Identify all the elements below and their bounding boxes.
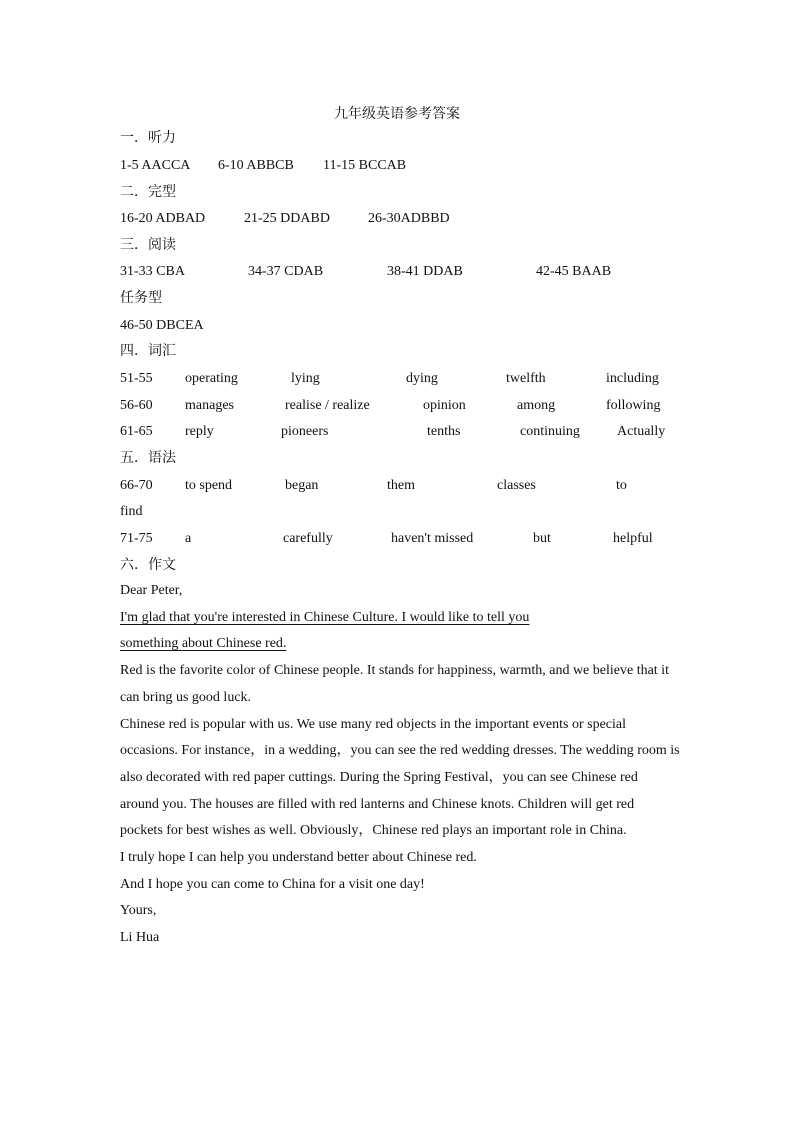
vocab-row-1-word-4: twelfth — [506, 371, 546, 386]
essay-paragraph-3: I truly hope I can help you understand better about Chinese red. — [120, 850, 477, 866]
section-heading-listening: 一．听力 — [120, 131, 176, 146]
vocab-row-1-word-2: lying — [291, 371, 320, 386]
essay-greeting: Dear Peter, — [120, 583, 183, 598]
grammar-row-1-word-4: classes — [497, 478, 536, 493]
essay-intro-line-1: I'm glad that you're interested in Chinese Culture. I would like to tell you — [120, 609, 530, 625]
vocab-row-2-word-5: following — [606, 398, 661, 413]
vocab-row-1-word-1: operating — [185, 371, 238, 386]
vocab-row-2-range: 56-60 — [120, 398, 153, 413]
answer-reading-1: 31-33 CBA — [120, 264, 185, 279]
section-heading-vocabulary: 四．词汇 — [120, 344, 176, 359]
vocab-row-2-word-2: realise / realize — [285, 398, 370, 413]
answer-cloze-3: 26-30ADBBD — [368, 211, 450, 226]
grammar-row-2-range: 71-75 — [120, 531, 153, 546]
essay-intro-line-2: something about Chinese red. — [120, 636, 287, 652]
answer-listening-2: 6-10 ABBCB — [218, 158, 294, 173]
grammar-row-2-word-4: but — [533, 531, 551, 546]
grammar-row-2-word-2: carefully — [283, 531, 333, 546]
answer-listening-1: 1-5 AACCA — [120, 158, 191, 173]
answer-cloze-2: 21-25 DDABD — [244, 211, 330, 226]
grammar-row-1-range: 66-70 — [120, 478, 153, 493]
vocab-row-3-word-3: tenths — [427, 424, 461, 439]
section-heading-cloze: 二．完型 — [120, 185, 176, 200]
answer-reading-3: 38-41 DDAB — [387, 264, 463, 279]
grammar-row-2-word-3: haven't missed — [391, 531, 474, 546]
answer-reading-4: 42-45 BAAB — [536, 264, 612, 279]
vocab-row-1-range: 51-55 — [120, 371, 153, 386]
essay-paragraph-1: Red is the favorite color of Chinese people. It stands for happiness, warmth, and we believe that it can bring us good luck. — [120, 663, 669, 705]
section-heading-task: 任务型 — [120, 291, 162, 306]
answer-listening-3: 11-15 BCCAB — [323, 158, 407, 173]
vocab-row-1-word-5: including — [606, 371, 659, 386]
vocab-row-3-word-2: pioneers — [281, 424, 329, 439]
vocab-row-2-word-3: opinion — [423, 398, 466, 413]
grammar-row-2-word-1: a — [185, 531, 192, 546]
vocab-row-3-word-1: reply — [185, 424, 214, 439]
grammar-row-1-wrap: find — [120, 504, 143, 519]
essay-signature: Li Hua — [120, 930, 160, 946]
grammar-row-1-word-2: began — [285, 478, 319, 493]
essay — [120, 578, 680, 952]
vocab-row-2-word-4: among — [517, 398, 556, 413]
essay-closing: Yours, — [120, 903, 157, 919]
essay-paragraph-4: And I hope you can come to China for a visit one day! — [120, 876, 425, 892]
grammar-row-1-word-1: to spend — [185, 478, 233, 493]
vocab-row-2-word-1: manages — [185, 398, 234, 413]
answer-reading-2: 34-37 CDAB — [248, 264, 324, 279]
grammar-row-1-word-3: them — [387, 478, 415, 493]
section-heading-grammar: 五．语法 — [120, 451, 176, 466]
essay-paragraph-2: Chinese red is popular with us. We use many red objects in the important events or special occasions. For instance，in a wedding，you can see the red wedding dresses. The wedding room is also decorated with red paper cuttings. During the Spring Festival，you can see Chinese red around you. The houses are filled with red lanterns and Chinese knots. Children will get red pockets for best wishes as well. Obviously，Chinese red plays an important role in China. — [120, 716, 680, 839]
answer-task: 46-50 DBCEA — [120, 318, 204, 333]
section-heading-reading: 三．阅读 — [120, 238, 176, 253]
answer-cloze-1: 16-20 ADBAD — [120, 211, 206, 226]
vocab-row-1-word-3: dying — [406, 371, 438, 386]
section-heading-writing: 六．作文 — [120, 558, 176, 573]
vocab-row-3-range: 61-65 — [120, 424, 153, 439]
grammar-row-2-word-5: helpful — [613, 531, 653, 546]
vocab-row-3-word-5: Actually — [617, 424, 666, 439]
page-title: 九年级英语参考答案 — [334, 107, 460, 122]
grammar-row-1-word-5: to — [616, 478, 627, 493]
vocab-row-3-word-4: continuing — [520, 424, 580, 439]
